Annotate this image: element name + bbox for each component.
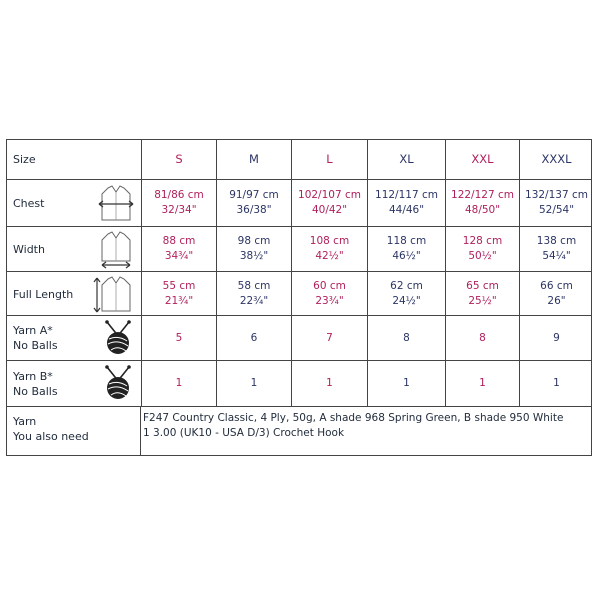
size-header-m: M xyxy=(216,140,291,179)
yarn-description: F247 Country Classic, 4 Ply, 50g, A shade 968 Spring Green, B shade 950 White xyxy=(143,412,564,424)
chest-s: 81/86 cm 32/34" xyxy=(141,180,216,226)
length-xxxl: 66 cm 26" xyxy=(519,272,593,315)
length-s: 55 cm 21¾" xyxy=(141,272,216,315)
width-xxxl: 138 cm 54¼" xyxy=(519,227,593,271)
yarn-b-xl: 1 xyxy=(367,361,445,406)
size-header-s: S xyxy=(141,140,216,179)
yarn-ball-icon xyxy=(101,365,135,401)
yarn-info-label: Yarn You also need xyxy=(13,415,89,443)
width-label: Width xyxy=(13,243,45,256)
size-header-xxxl: XXXL xyxy=(519,140,593,179)
chest-xxl: 122/127 cm 48/50" xyxy=(445,180,519,226)
length-xxl: 65 cm 25½" xyxy=(445,272,519,315)
size-header-row xyxy=(7,140,591,180)
full-length-label: Full Length xyxy=(13,288,74,301)
yarn-a-label: Yarn A* No Balls xyxy=(13,324,58,352)
yarn-ball-icon xyxy=(101,320,135,356)
garment-width-icon xyxy=(97,231,135,269)
width-row xyxy=(7,227,591,272)
yarn-a-xxl: 8 xyxy=(445,316,519,360)
length-l: 60 cm 23¾" xyxy=(291,272,367,315)
yarn-b-xxxl: 1 xyxy=(519,361,593,406)
chest-xxxl: 132/137 cm 52/54" xyxy=(519,180,593,226)
size-chart-table xyxy=(6,139,592,456)
chest-l: 102/107 cm 40/42" xyxy=(291,180,367,226)
yarn-b-label: Yarn B* No Balls xyxy=(13,370,58,398)
size-header-xxl: XXL xyxy=(445,140,519,179)
yarn-a-s: 5 xyxy=(141,316,216,360)
yarn-info-row xyxy=(7,407,591,455)
length-xl: 62 cm 24½" xyxy=(367,272,445,315)
chest-m: 91/97 cm 36/38" xyxy=(216,180,291,226)
yarn-a-m: 6 xyxy=(216,316,291,360)
width-l: 108 cm 42½" xyxy=(291,227,367,271)
width-xxl: 128 cm 50½" xyxy=(445,227,519,271)
size-header-xl: XL xyxy=(367,140,445,179)
yarn-a-l: 7 xyxy=(291,316,367,360)
yarn-a-xl: 8 xyxy=(367,316,445,360)
width-s: 88 cm 34¾" xyxy=(141,227,216,271)
yarn-a-row xyxy=(7,316,591,361)
yarn-a-xxxl: 9 xyxy=(519,316,593,360)
chest-row xyxy=(7,180,591,227)
yarn-b-m: 1 xyxy=(216,361,291,406)
size-label: Size xyxy=(13,153,36,166)
chest-label: Chest xyxy=(13,197,45,210)
size-header-l: L xyxy=(291,140,367,179)
crochet-hook-note: 1 3.00 (UK10 - USA D/3) Crochet Hook xyxy=(143,427,345,439)
full-length-row xyxy=(7,272,591,316)
yarn-b-row xyxy=(7,361,591,407)
garment-chest-icon xyxy=(97,184,135,224)
chest-xl: 112/117 cm 44/46" xyxy=(367,180,445,226)
yarn-info-text xyxy=(143,411,563,441)
width-xl: 118 cm 46½" xyxy=(367,227,445,271)
length-m: 58 cm 22¾" xyxy=(216,272,291,315)
yarn-b-s: 1 xyxy=(141,361,216,406)
garment-length-icon xyxy=(93,276,135,314)
width-m: 98 cm 38½" xyxy=(216,227,291,271)
yarn-b-l: 1 xyxy=(291,361,367,406)
yarn-b-xxl: 1 xyxy=(445,361,519,406)
